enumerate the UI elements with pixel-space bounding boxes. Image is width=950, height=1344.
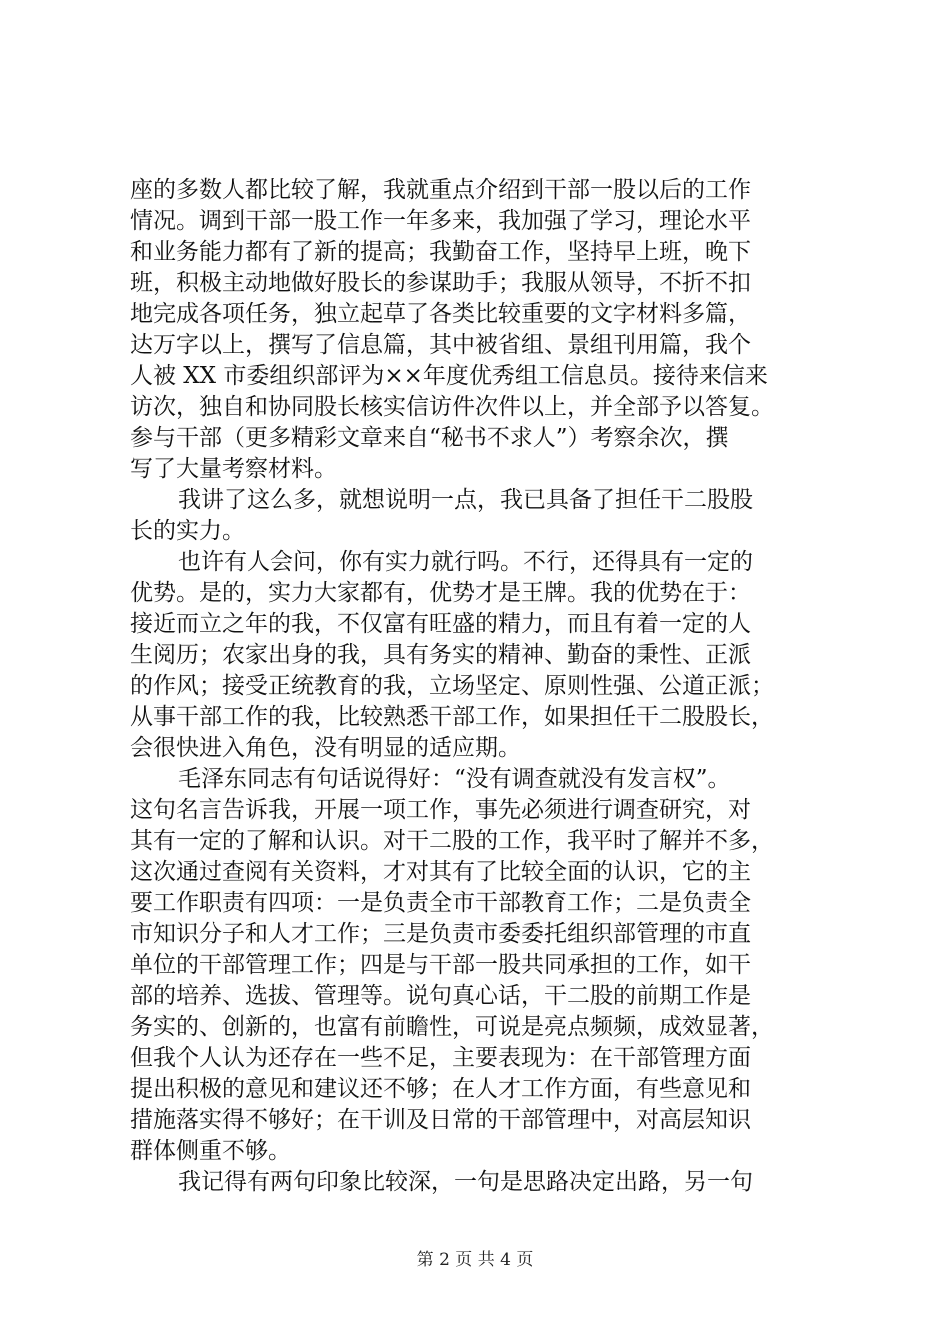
text-line: 从事干部工作的我，比较熟悉干部工作，如果担任干二股股长， (130, 704, 774, 730)
text-line: 班，积极主动地做好股长的参谋助手；我服从领导，不折不扣 (130, 270, 751, 296)
text-line: 我讲了这么多，就想说明一点，我已具备了担任干二股股 (178, 487, 753, 513)
text-line: 部的培养、选拔、管理等。说句真心话，干二股的前期工作是 (130, 983, 751, 1009)
text-line: 达万字以上，撰写了信息篇，其中被省组、景组刊用篇，我个 (130, 332, 751, 358)
text-line: 这句名言告诉我，开展一项工作，事先必须进行调查研究，对 (130, 797, 751, 823)
text-line: 地完成各项任务，独立起草了各类比较重要的文字材料多篇， (130, 301, 751, 327)
text-line: 务实的、创新的，也富有前瞻性，可说是亮点频频，成效显著， (130, 1014, 774, 1040)
text-line: 人被 XX 市委组织部评为××年度优秀组工信息员。接待来信来 (130, 363, 768, 389)
text-line: 的作风；接受正统教育的我，立场坚定、原则性强、公道正派； (130, 673, 774, 699)
text-line: 也许有人会问，你有实力就行吗。不行，还得具有一定的 (178, 549, 753, 575)
text-line: 访次，独自和协同股长核实信访件次件以上，并全部予以答复。 (130, 394, 774, 420)
text-line: 市知识分子和人才工作；三是负责市委委托组织部管理的市直 (130, 921, 751, 947)
document-body (130, 175, 840, 1198)
text-line: 这次通过查阅有关资料，才对其有了比较全面的认识，它的主 (130, 859, 751, 885)
text-line: 座的多数人都比较了解，我就重点介绍到干部一股以后的工作 (130, 177, 751, 203)
text-line: 优势。是的，实力大家都有，优势才是王牌。我的优势在于： (130, 580, 751, 606)
text-line: 会很快进入角色，没有明显的适应期。 (130, 735, 521, 761)
text-line: 措施落实得不够好；在干训及日常的干部管理中，对高层知识 (130, 1107, 751, 1133)
text-line: 和业务能力都有了新的提高；我勤奋工作，坚持早上班，晚下 (130, 239, 751, 265)
text-line: 参与干部（更多精彩文章来自“秘书不求人”）考察余次，撰 (130, 425, 729, 451)
text-line: 我记得有两句印象比较深，一句是思路决定出路，另一句 (178, 1169, 753, 1195)
page-footer: 第 2 页 共 4 页 (416, 1250, 534, 1270)
text-line: 要工作职责有四项：一是负责全市干部教育工作；二是负责全 (130, 890, 751, 916)
text-line: 接近而立之年的我，不仅富有旺盛的精力，而且有着一定的人 (130, 611, 751, 637)
text-line: 长的实力。 (130, 518, 245, 544)
text-line: 群体侧重不够。 (130, 1138, 291, 1164)
text-line: 写了大量考察材料。 (130, 456, 337, 482)
text-line: 提出积极的意见和建议还不够；在人才工作方面，有些意见和 (130, 1076, 751, 1102)
text-line: 其有一定的了解和认识。对干二股的工作，我平时了解并不多， (130, 828, 774, 854)
text-line: 生阅历；农家出身的我，具有务实的精神、勤奋的秉性、正派 (130, 642, 751, 668)
text-line: 毛泽东同志有句话说得好：“没有调查就没有发言权”。 (178, 766, 731, 792)
text-line: 情况。调到干部一股工作一年多来，我加强了学习，理论水平 (130, 208, 751, 234)
text-line: 但我个人认为还存在一些不足，主要表现为：在干部管理方面 (130, 1045, 751, 1071)
text-line: 单位的干部管理工作；四是与干部一股共同承担的工作，如干 (130, 952, 751, 978)
